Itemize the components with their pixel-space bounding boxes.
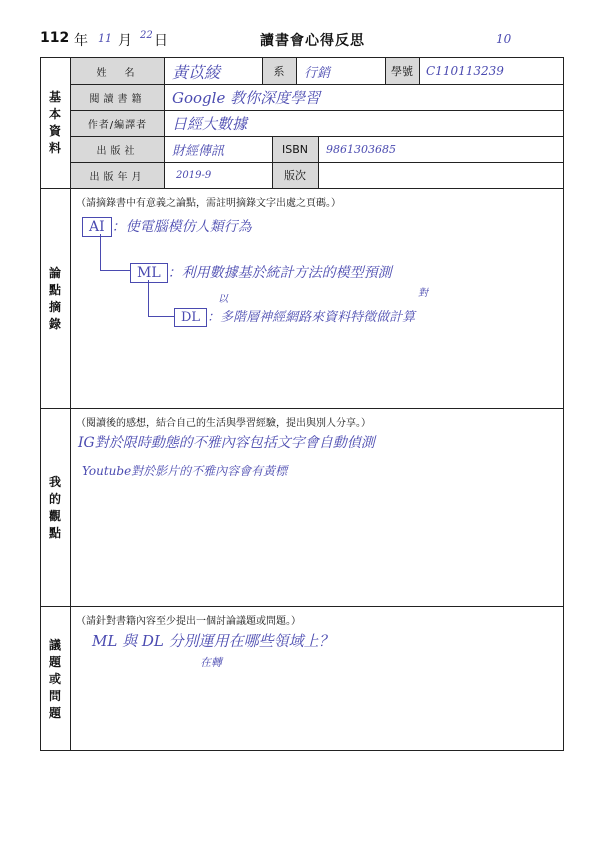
section-line: [40, 606, 564, 607]
section-line: [40, 408, 564, 409]
year-unit: 年: [74, 33, 88, 49]
ml-text: ：利用數據基於統計方法的模型預測: [167, 265, 392, 281]
tree-connector: [148, 280, 175, 317]
publisher-label: 出版社: [96, 145, 139, 157]
section-label-viewpoint: 我 的 觀 點: [48, 474, 61, 540]
excerpt-prompt: （請摘錄書中有意義之論點，需註明摘錄文字出處之頁碼。）: [76, 198, 341, 209]
ml-note: [130, 262, 392, 282]
cell-divider: [419, 57, 420, 84]
label-divider: [164, 57, 165, 188]
dl-text-2: 資料特徵做計算: [324, 310, 416, 325]
pub-date-label: 出版年月: [89, 171, 146, 183]
author-value: 日經大數據: [172, 114, 248, 133]
ml-tag: ML: [130, 263, 168, 283]
page-number: 10: [496, 32, 512, 46]
dept-label: 系: [273, 65, 285, 78]
student-id-label: 學號: [391, 65, 413, 78]
tree-connector: [100, 234, 131, 271]
year: 112: [40, 30, 70, 46]
book-value: Google 教你深度學習: [172, 88, 321, 107]
viewpoint-line-1: IG對於限時動態的不雅內容包括文字會自動偵測: [78, 435, 375, 451]
section-label-questions: 議 題 或 問 題: [48, 637, 61, 720]
dl-text: ：多階層神經網路來: [207, 310, 325, 325]
book-label: 閱讀書籍: [89, 93, 146, 105]
month-handwritten: 11: [98, 32, 112, 45]
ai-tag: AI: [82, 217, 112, 237]
month-unit: 月: [118, 33, 132, 49]
form-title: 讀書會心得反思: [260, 33, 365, 49]
form-header: [40, 30, 560, 52]
name-value: 黃苡綾: [172, 62, 221, 82]
section-label-excerpt: 論 點 摘 錄: [48, 265, 61, 331]
publisher-value: 財經傳訊: [172, 143, 225, 159]
ai-note: [82, 216, 252, 236]
dl-insert-above: 以: [218, 294, 228, 305]
name-label: 姓 名: [96, 67, 139, 79]
questions-prompt: （請針對書籍內容至少提出一個討論議題或問題。）: [76, 616, 301, 627]
question-line-1: ML 與 DL 分別運用在哪些領域上？: [92, 632, 334, 650]
dl-note: [174, 306, 415, 325]
section-label-basic-info: 基 本 資 料: [48, 90, 61, 155]
day-unit: 日: [154, 33, 168, 49]
pub-date-value: 2019-9: [176, 169, 212, 181]
isbn-value: 9861303685: [326, 142, 396, 156]
dl-insert-2: 對: [418, 288, 428, 299]
edition-label: 版次: [284, 169, 306, 182]
isbn-label: ISBN: [281, 142, 308, 156]
author-label: 作者/編譯者: [87, 119, 148, 131]
viewpoint-line-2: Youtube對於影片的不雅內容會有黃標: [82, 464, 288, 478]
viewpoint-prompt: （閱讀後的感想，結合自己的生活與學習經驗，提出與別人分享。）: [76, 418, 371, 429]
student-id-value: C110113239: [426, 64, 504, 78]
day-handwritten: 22: [140, 30, 153, 41]
section-line: [40, 188, 564, 189]
dl-tag: DL: [174, 308, 207, 327]
dept-value: 行銷: [304, 65, 331, 81]
question-insert: 在轉: [200, 656, 222, 669]
cell-divider: [296, 57, 297, 84]
ai-text: ：使電腦模仿人類行為: [111, 219, 252, 235]
